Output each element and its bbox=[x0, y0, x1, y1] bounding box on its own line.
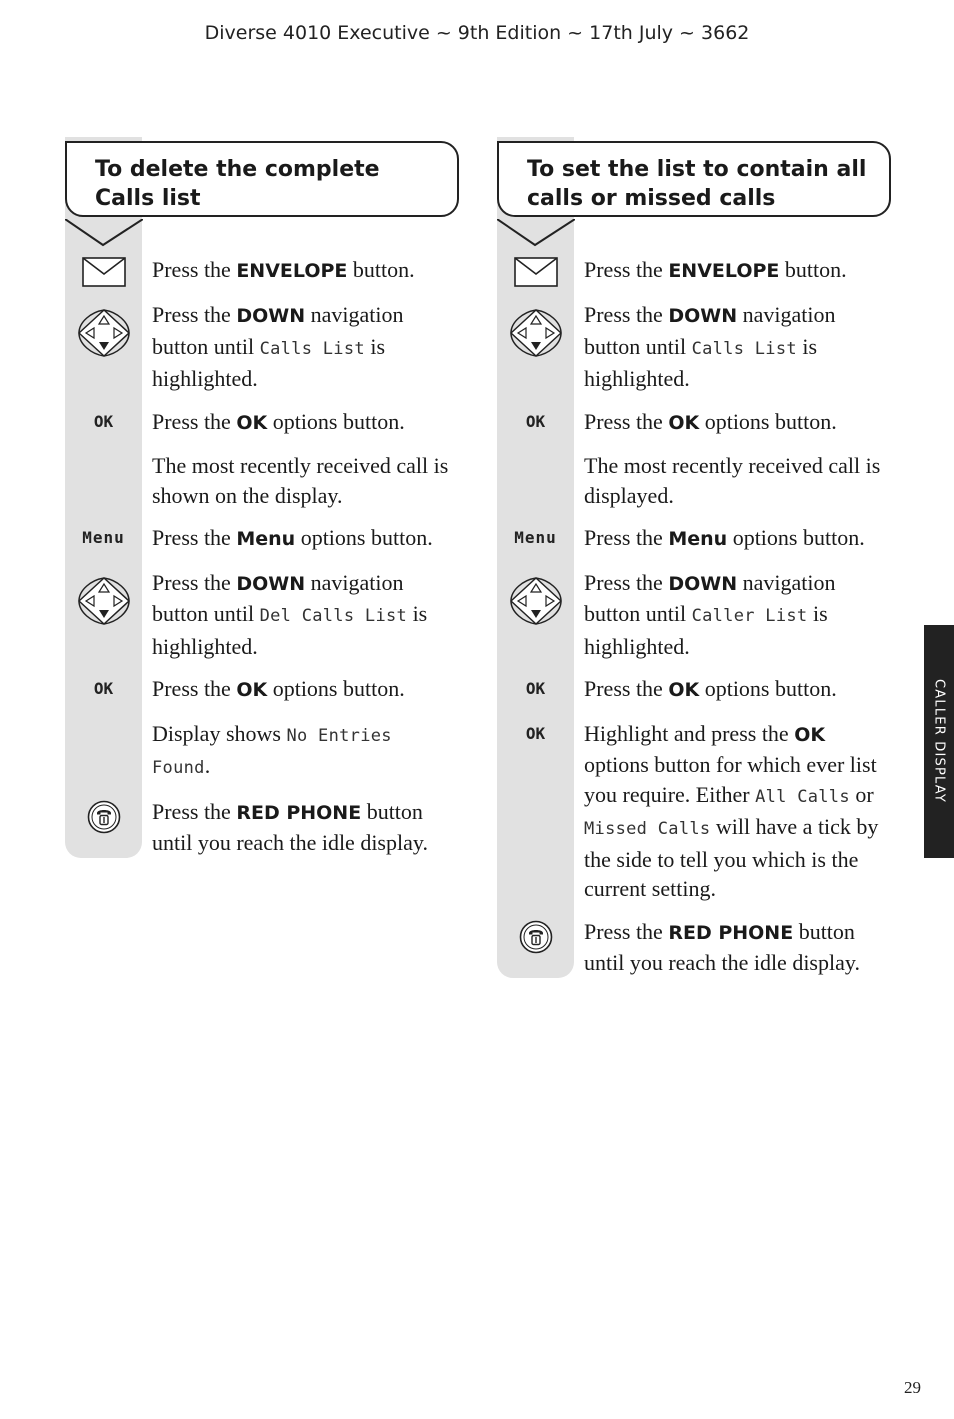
step-text: Press the Menu options button. bbox=[152, 525, 433, 550]
step-text: Press the ENVELOPE button. bbox=[584, 257, 847, 282]
button-keyword: OK bbox=[236, 411, 268, 434]
section-title bbox=[65, 141, 459, 217]
button-keyword: DOWN bbox=[236, 305, 306, 327]
button-keyword: Menu bbox=[668, 528, 728, 550]
envelope-icon bbox=[514, 257, 558, 287]
ok-key-icon: OK bbox=[93, 679, 114, 698]
section-title bbox=[497, 141, 891, 217]
step bbox=[497, 674, 891, 706]
envelope-icon bbox=[82, 257, 126, 287]
button-keyword: RED PHONE bbox=[668, 921, 794, 944]
display-text: Missed Calls bbox=[584, 819, 711, 839]
button-keyword: OK bbox=[794, 723, 826, 746]
navigation-pad-icon bbox=[509, 576, 563, 626]
ok-key-icon: OK bbox=[93, 411, 114, 431]
steps-list bbox=[497, 137, 891, 978]
button-keyword: RED PHONE bbox=[236, 801, 362, 824]
step-text: Press the DOWN navigation button until Caller List is highlighted. bbox=[584, 569, 836, 659]
display-text: No Entries Found bbox=[152, 725, 392, 778]
step bbox=[65, 797, 459, 858]
red-phone-icon bbox=[519, 920, 553, 954]
page-number: 29 bbox=[904, 1378, 921, 1397]
red-phone-icon bbox=[87, 800, 121, 834]
navigation-pad-icon bbox=[509, 308, 563, 358]
delete-calls-list-section bbox=[65, 141, 459, 858]
step bbox=[65, 407, 459, 439]
step bbox=[497, 255, 891, 287]
step bbox=[497, 523, 891, 555]
step-text: Press the RED PHONE button until you reach the idle display. bbox=[152, 798, 428, 855]
button-keyword: DOWN bbox=[668, 305, 738, 327]
step bbox=[65, 568, 459, 662]
step-text: Press the RED PHONE button until you reach the idle display. bbox=[584, 918, 860, 975]
step-text: Press the DOWN navigation button until Calls List is highlighted. bbox=[152, 302, 404, 391]
step bbox=[65, 255, 459, 287]
step bbox=[65, 719, 459, 784]
display-text: Del Calls List bbox=[259, 606, 408, 626]
step bbox=[497, 719, 891, 904]
step bbox=[497, 568, 891, 662]
display-text: Calls List bbox=[691, 338, 797, 359]
step-text: The most recently received call is displayed. bbox=[584, 453, 881, 508]
step-text: The most recently received call is shown on the display. bbox=[152, 453, 449, 508]
step bbox=[497, 407, 891, 439]
chapter-side-tab bbox=[924, 625, 954, 858]
running-header: Diverse 4010 Executive ~ 9th Edition ~ 17th July ~ 3662 bbox=[204, 22, 750, 44]
ok-key-icon: OK bbox=[525, 679, 546, 698]
step bbox=[497, 917, 891, 978]
ok-key-icon: OK bbox=[525, 411, 546, 431]
button-keyword: OK bbox=[668, 679, 700, 701]
step bbox=[497, 300, 891, 394]
menu-key-icon: Menu bbox=[82, 528, 125, 547]
step bbox=[65, 451, 459, 510]
chapter-side-tab-label: CALLER DISPLAY bbox=[931, 679, 947, 803]
button-keyword: ENVELOPE bbox=[236, 260, 348, 282]
step bbox=[65, 523, 459, 555]
step-text: Press the Menu options button. bbox=[584, 525, 865, 550]
step bbox=[65, 300, 459, 394]
step-text: Press the DOWN navigation button until Del Calls List is highlighted. bbox=[152, 569, 428, 659]
step-text: Press the DOWN navigation button until Calls List is highlighted. bbox=[584, 302, 836, 391]
step-text: Press the OK options button. bbox=[584, 408, 837, 434]
menu-key-icon: Menu bbox=[514, 528, 557, 547]
ok-key-icon: OK bbox=[525, 723, 546, 743]
step-text: Press the ENVELOPE button. bbox=[152, 257, 415, 282]
navigation-pad-icon bbox=[77, 576, 131, 626]
display-text: All Calls bbox=[755, 786, 850, 807]
button-keyword: ENVELOPE bbox=[668, 260, 780, 282]
section-title-line: To delete the complete bbox=[95, 157, 380, 182]
button-keyword: DOWN bbox=[668, 572, 738, 595]
step-text: Display shows No Entries Found. bbox=[152, 720, 392, 778]
set-list-contents-section bbox=[497, 141, 891, 978]
navigation-pad-icon bbox=[77, 308, 131, 358]
button-keyword: OK bbox=[668, 411, 700, 434]
step-text: Highlight and press the OK options button for which ever list you require. Either All Calls or Missed Calls will have a tick by the side to tell you which is the current setting. bbox=[584, 720, 879, 901]
button-keyword: Menu bbox=[236, 528, 296, 550]
title-pointer bbox=[497, 219, 575, 249]
step-text: Press the OK options button. bbox=[152, 408, 405, 434]
section-title-line: To set the list to contain all bbox=[527, 157, 867, 182]
section-title-line: calls or missed calls bbox=[527, 186, 776, 211]
step-text: Press the OK options button. bbox=[584, 676, 837, 701]
display-text: Caller List bbox=[691, 606, 808, 626]
step bbox=[497, 451, 891, 510]
section-title-line: Calls list bbox=[95, 186, 201, 211]
step bbox=[65, 674, 459, 706]
button-keyword: OK bbox=[236, 679, 268, 701]
display-text: Calls List bbox=[259, 338, 365, 359]
title-pointer bbox=[65, 219, 143, 249]
step-text: Press the OK options button. bbox=[152, 676, 405, 701]
button-keyword: DOWN bbox=[236, 572, 306, 595]
